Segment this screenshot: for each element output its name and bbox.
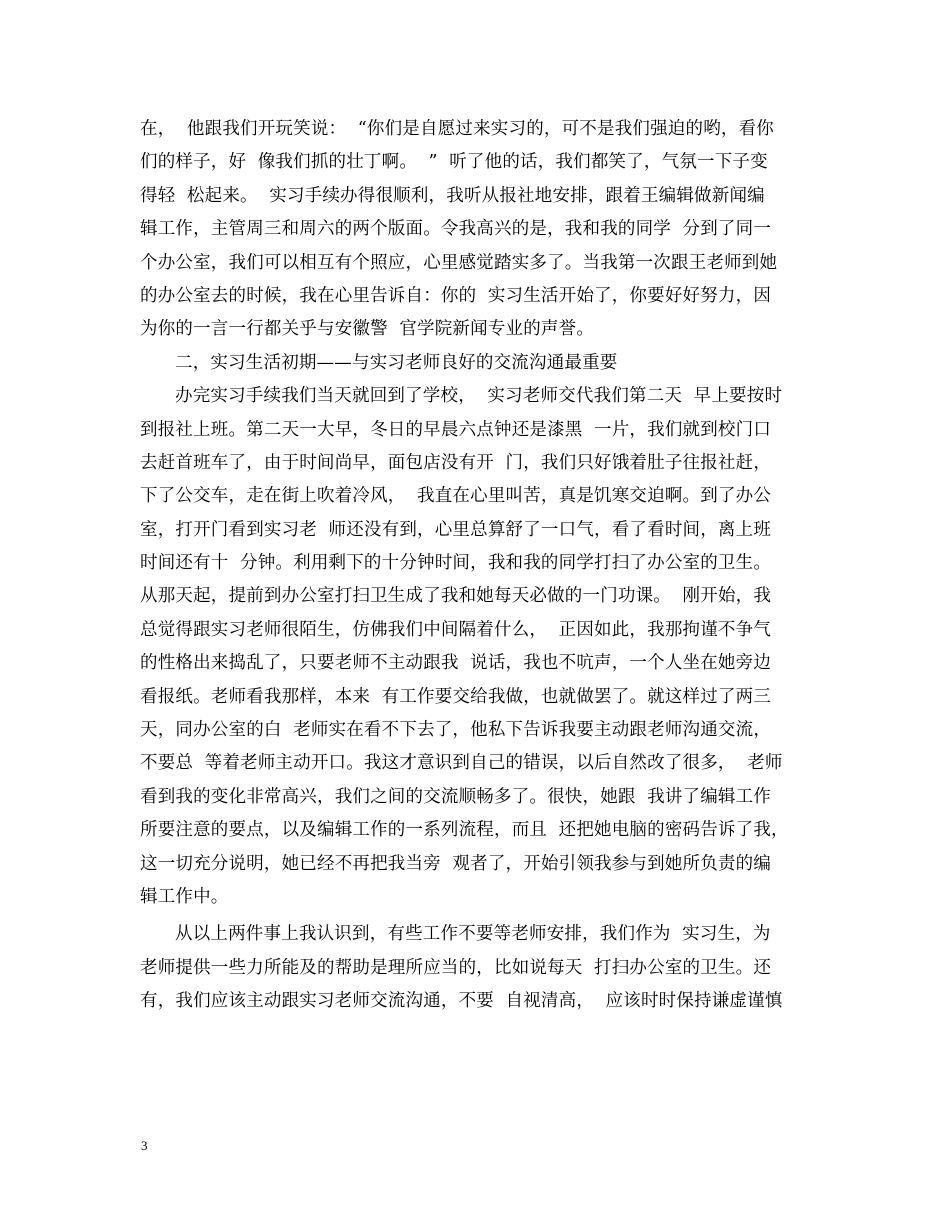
text-line: 时间还有十 分钟。利用剩下的十分钟时间，我和我的同学打扫了办公室的卫生。	[140, 553, 772, 574]
text-line: 有，我们应该主动跟实习老师交流沟通，不要 自视清高， 应该时时保持谦虚谨慎	[140, 991, 783, 1012]
paragraph	[140, 918, 820, 951]
text-line: 室，打开门看到实习老 师还没有到，心里总算舒了一口气，看了看时间，离上班	[140, 519, 772, 540]
paragraph	[140, 414, 820, 915]
text-line: 看报纸。老师看我那样，本来 有工作要交给我做，也就做罢了。就这样过了两三	[140, 686, 772, 707]
text-line: 老师提供一些力所能及的帮助是理所应当的，比如说每天 打扫办公室的卫生。还	[140, 957, 772, 978]
text-line: 不要总 等着老师主动开口。我这才意识到自己的错误，以后自然改了很多， 老师	[140, 753, 783, 774]
text-line: 总觉得跟实习老师很陌生，仿佛我们中间隔着什么， 正因如此，我那拘谨不争气	[140, 619, 772, 640]
text-line: 为你的一言一行都关乎与安徽警 官学院新闻专业的声誉。	[140, 319, 595, 340]
text-line: 从以上两件事上我认识到，有些工作不要等老师安排，我们作为 实习生，为	[175, 924, 771, 945]
text-line: 看到我的变化非常高兴，我们之间的交流顺畅多了。很快，她跟 我讲了编辑工作	[140, 786, 772, 807]
text-line: 到报社上班。第二天一大早，冬日的早晨六点钟还是漆黑 一片，我们就到校门口	[140, 419, 772, 440]
body-text	[140, 113, 820, 1019]
text-line: 办完实习手续我们当天就回到了学校， 实习老师交代我们第二天 早上要按时	[175, 386, 783, 407]
text-line: 所要注意的要点，以及编辑工作的一系列流程，而且 还把她电脑的密码告诉了我，	[140, 820, 789, 841]
text-line: 个办公室，我们可以相互有个照应，心里感觉踏实多了。当我第一次跟王老师到她	[140, 252, 778, 273]
text-line: 们的样子，好 像我们抓的壮丁啊。 ” 听了他的话，我们都笑了，气氛一下子变	[140, 152, 768, 173]
paragraph	[140, 380, 820, 413]
text-line: 下了公交车，走在街上吹着冷风， 我直在心里叫苦，真是饥寒交迫啊。到了办公	[140, 486, 772, 507]
text-line: 的性格出来捣乱了，只要老师不主动跟我 说话，我也不吭声，一个人坐在她旁边	[140, 653, 772, 674]
text-line: 得轻 松起来。 实习手续办得很顺利，我听从报社地安排，跟着王编辑做新闻编	[140, 185, 765, 206]
text-line: 辑工作中。	[140, 886, 229, 907]
text-line: 的办公室去的时候，我在心里告诉自：你的 实习生活开始了，你要好好努力，因	[140, 285, 772, 306]
text-line: 二，实习生活初期——与实习老师良好的交流沟通最重要	[175, 352, 618, 373]
paragraph	[140, 952, 820, 1019]
text-line: 在， 他跟我们开玩笑说： “你们是自愿过来实习的，可不是我们强迫的哟，看你	[140, 119, 774, 139]
text-line: 从那天起，提前到办公室打扫卫生成了我和她每天必做的一门功课。 刚开始，我	[140, 586, 772, 607]
text-line: 去赶首班车了，由于时间尚早，面包店没有开 门，我们只好饿着肚子往报社赶，	[140, 452, 772, 473]
text-line: 天，同办公室的白 老师实在看不下去了，他私下告诉我要主动跟老师沟通交流，	[140, 720, 772, 741]
page-number: 3	[141, 1138, 148, 1153]
text-line: 辑工作，主管周三和周六的两个版面。令我高兴的是，我和我的同学 分到了同一	[140, 219, 772, 240]
paragraph	[140, 347, 820, 380]
text-line: 这一切充分说明，她已经不再把我当旁 观者了，开始引领我参与到她所负责的编	[140, 853, 772, 874]
paragraph	[140, 113, 820, 347]
